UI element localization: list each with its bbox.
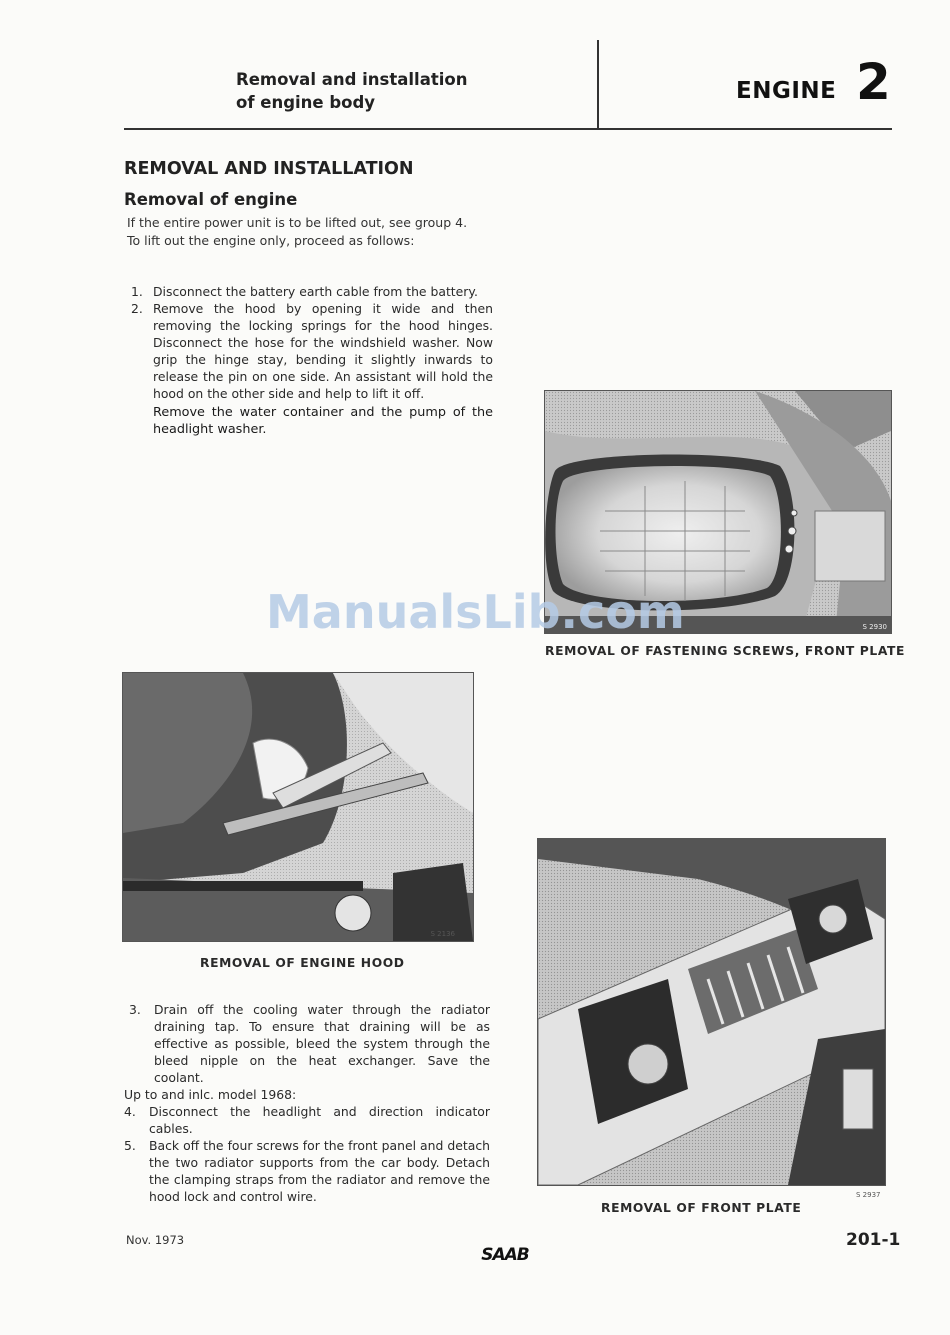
- photo-id: S 2937: [856, 1191, 881, 1199]
- photo-id: S 2136: [430, 930, 455, 938]
- list-item: [129, 1001, 490, 1086]
- step-text: Remove the hood by opening it wide and then removing the locking springs for the hood hinges. Disconnect the hose for the windshield washer. Now grip the hinge stay, bending it slightly inwards to release the pin on one side. An assistant will hold the hood on the other side and help to lift it off.: [153, 301, 493, 401]
- step-text: Disconnect the headlight and direction indicator cables.: [149, 1104, 490, 1136]
- section-name: ENGINE: [736, 78, 837, 104]
- step-text: Remove the water container and the pump of the headlight washer.: [153, 405, 493, 437]
- photo-id: S 2930: [862, 623, 887, 631]
- steps-list-second: [124, 1001, 490, 1205]
- intro-line-2: To lift out the engine only, proceed as follows:: [127, 233, 415, 248]
- step-text: Back off the four screws for the front panel and detach the two radiator supports from the car body. Detach the clamping straps from the radiator and remove the hood lock and control wire.: [149, 1138, 490, 1204]
- list-item: [124, 1103, 490, 1137]
- subsection-heading: Removal of engine: [124, 190, 298, 209]
- front-plate-photo-illustration: [538, 839, 885, 1185]
- step-number: 2.: [131, 301, 143, 316]
- intro-line-1: If the entire power unit is to be lifted out, see group 4.: [127, 215, 468, 230]
- brand-logo-text: SAAB: [481, 1245, 529, 1263]
- footer-date: Nov. 1973: [126, 1233, 185, 1247]
- header-divider: [597, 40, 599, 128]
- watermark: ManualsLib.com: [266, 585, 685, 639]
- hood-photo-illustration: [123, 673, 473, 941]
- step-text: Drain off the cooling water through the radiator draining tap. To ensure that draining will be as effective as possible, bleed the system through the bleed nipple on the heat exchanger. Save the coolant.: [154, 1002, 490, 1085]
- page-title-line-2: of engine body: [236, 93, 376, 112]
- model-note: Up to and inlc. model 1968:: [124, 1087, 297, 1102]
- section-heading: REMOVAL AND INSTALLATION: [124, 159, 414, 179]
- list-item: [131, 283, 493, 300]
- caption-engine-hood: REMOVAL OF ENGINE HOOD: [200, 956, 405, 970]
- caption-front-plate: REMOVAL OF FRONT PLATE: [601, 1201, 802, 1215]
- step-text: Disconnect the battery earth cable from the battery.: [153, 284, 478, 299]
- list-item: [124, 1137, 490, 1205]
- page-title: [236, 68, 467, 114]
- page-number: 201-1: [846, 1230, 901, 1250]
- step-number: 4.: [124, 1104, 136, 1119]
- photo-engine-hood: [122, 672, 474, 942]
- intro-text: [127, 214, 507, 250]
- caption-front-plate-screws: REMOVAL OF FASTENING SCREWS, FRONT PLATE: [545, 644, 905, 658]
- step-number: 3.: [129, 1002, 141, 1017]
- step-number: 5.: [124, 1138, 136, 1153]
- steps-list-first: [131, 283, 493, 438]
- list-item: [131, 300, 493, 402]
- list-item: [131, 404, 493, 438]
- step-number: 1.: [131, 284, 143, 299]
- page-title-line-1: Removal and installation: [236, 70, 468, 89]
- section-number: 2: [856, 53, 891, 111]
- photo-front-plate: [537, 838, 886, 1186]
- header-rule: [124, 128, 892, 130]
- saab-logo: [470, 1245, 540, 1263]
